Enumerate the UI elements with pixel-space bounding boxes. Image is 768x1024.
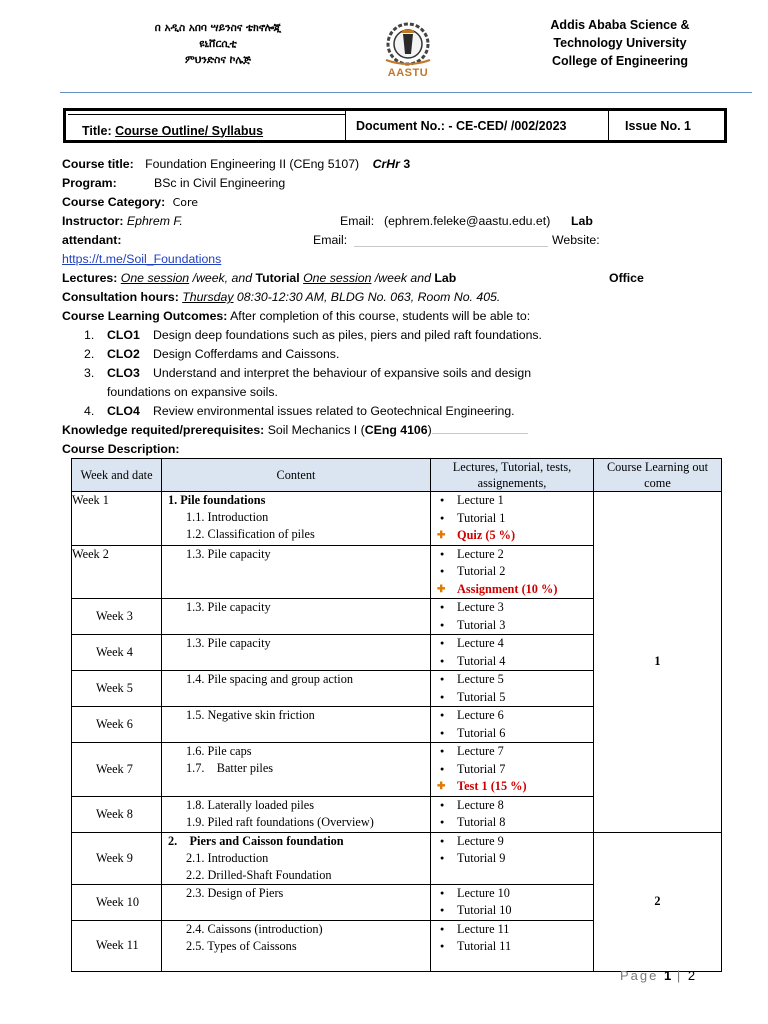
table-row	[72, 492, 722, 546]
category-label: Course Category:	[62, 195, 166, 209]
activities-cell	[431, 884, 594, 920]
week-cell: Week 6	[72, 707, 162, 743]
website-label: Website:	[552, 233, 600, 247]
title-cell	[66, 111, 346, 140]
clo-text-continued: foundations on expansive soils.	[107, 385, 278, 399]
content-cell	[162, 545, 431, 599]
issue-number: Issue No. 1	[625, 118, 691, 133]
week-cell: Week 5	[72, 671, 162, 707]
content-cell	[162, 920, 431, 971]
program-value: BSc in Civil Engineering	[154, 176, 286, 190]
document-title-box	[63, 108, 727, 143]
consultation-row	[62, 288, 742, 307]
week-cell: Week 1	[72, 492, 162, 546]
logo-text: AASTU	[387, 67, 429, 79]
assessment-item: ✚ Assignment (10 %)	[437, 581, 593, 599]
content-line: 1.5. Negative skin friction	[186, 708, 315, 722]
attendant-row	[62, 231, 742, 250]
activities-cell	[431, 635, 594, 671]
course-info	[62, 155, 742, 459]
activities-cell	[431, 832, 594, 884]
description-label: Course Description:	[62, 442, 180, 456]
clo-item	[62, 402, 742, 421]
english-line-2: Technology University	[553, 36, 687, 50]
english-line-1: Addis Ababa Science &	[550, 18, 690, 32]
instructor-label: Instructor:	[62, 214, 124, 228]
clo-text: Review environmental issues related to Geotechnical Engineering.	[153, 404, 515, 418]
clo-num: 4.	[84, 404, 95, 418]
content-cell	[162, 796, 431, 832]
content-cell	[162, 743, 431, 797]
crhr-label: CrHr	[372, 157, 400, 171]
week-cell: Week 3	[72, 599, 162, 635]
activity-item: ● Tutorial 10	[437, 902, 593, 920]
content-line: 1.3. Pile capacity	[186, 546, 271, 561]
page-label: Page	[620, 968, 659, 983]
instructor-value: Ephrem F.	[126, 214, 183, 228]
activity-item: ● Lecture 5	[437, 671, 593, 689]
course-title-label: Course title:	[62, 157, 134, 171]
week-cell: Week 11	[72, 920, 162, 971]
activity-item: ● Lecture 3	[437, 599, 593, 617]
content-line: 1.8. Laterally loaded piles	[186, 797, 315, 812]
activities-cell	[431, 796, 594, 832]
content-line: 1.4. Pile spacing and group action	[186, 672, 353, 686]
week-cell: Week 2	[72, 545, 162, 599]
activity-item: ● Tutorial 4	[437, 653, 593, 671]
clo-item-continued	[62, 383, 742, 402]
activity-item: ● Tutorial 1	[437, 510, 593, 528]
tutorial-per: /week and	[374, 271, 431, 285]
activity-item: ● Lecture 9	[437, 833, 593, 851]
description-row	[62, 440, 742, 459]
prereq-value: Soil Mechanics I (	[267, 423, 365, 437]
activity-item: ● Lecture 6	[437, 707, 593, 725]
title-label: Title:	[82, 123, 112, 138]
activities-cell	[431, 492, 594, 546]
content-line: 2.3. Design of Piers	[186, 885, 284, 900]
category-value: Core	[172, 196, 199, 209]
content-line: 1.3. Pile capacity	[186, 600, 271, 614]
clo-code: CLO4	[107, 404, 140, 418]
lectures-per: /week, and	[192, 271, 253, 285]
course-schedule-table	[71, 458, 722, 972]
clo-item	[62, 345, 742, 364]
header-divider	[60, 92, 752, 93]
header-activities: Lectures, Tutorial, tests, assignements,	[431, 459, 594, 492]
header-content: Content	[162, 459, 431, 492]
activity-item: ● Tutorial 5	[437, 689, 593, 707]
lab-label: Lab	[571, 214, 593, 228]
content-line: 1.6. Pile caps	[186, 744, 252, 758]
email2-label: Email:	[313, 233, 348, 247]
content-cell	[162, 635, 431, 671]
program-label: Program:	[62, 176, 117, 190]
content-line: 1. Pile foundations	[168, 493, 266, 507]
content-cell	[162, 832, 431, 884]
amharic-line-2: ዩኒቨርሲቲ	[199, 38, 237, 50]
content-cell	[162, 671, 431, 707]
amharic-header	[128, 20, 308, 68]
page-total: 2	[687, 968, 696, 983]
table-header-row	[72, 459, 722, 492]
content-cell	[162, 884, 431, 920]
assessment-item: ✚ Quiz (5 %)	[437, 527, 593, 545]
email2-blank[interactable]	[354, 231, 548, 247]
instructor-row	[62, 212, 742, 231]
content-cell	[162, 599, 431, 635]
clo-label: Course Learning Outcomes:	[62, 309, 228, 323]
header-week: Week and date	[72, 459, 162, 492]
activities-cell	[431, 671, 594, 707]
page-current: 1	[664, 968, 672, 983]
clo-intro-row	[62, 307, 742, 326]
activity-item: ● Lecture 2	[437, 546, 593, 564]
clo-code: CLO2	[107, 347, 140, 361]
amharic-line-1: በ አዲስ አበባ ሣይንስና ቴክኖሎጂ	[154, 22, 282, 34]
week-cell: Week 7	[72, 743, 162, 797]
prereq-code: CEng 4106	[364, 423, 428, 437]
content-cell	[162, 492, 431, 546]
clo-text: Understand and interpret the behaviour of expansive soils and design	[153, 366, 532, 380]
content-cell	[162, 707, 431, 743]
page-separator: |	[676, 968, 683, 983]
prereq-close: )	[427, 423, 432, 437]
activity-item: ● Tutorial 11	[437, 938, 593, 956]
tutorial-value: One session	[303, 271, 372, 285]
week-cell: Week 8	[72, 796, 162, 832]
header-clo: Course Learning out come	[594, 459, 722, 492]
activities-cell	[431, 545, 594, 599]
activities-cell	[431, 920, 594, 971]
prereq-blank	[432, 423, 528, 434]
tutorial-label: Tutorial	[255, 271, 300, 285]
assessment-item: ✚ Test 1 (15 %)	[437, 778, 593, 796]
course-title-value: Foundation Engineering II (CEng 5107)	[145, 157, 360, 171]
activity-item: ● Lecture 8	[437, 797, 593, 815]
clo-code: CLO1	[107, 328, 140, 342]
clo-num: 2.	[84, 347, 95, 361]
activities-cell	[431, 599, 594, 635]
activities-cell	[431, 707, 594, 743]
content-line: 2.5. Types of Caissons	[186, 938, 297, 953]
table-row	[72, 832, 722, 884]
english-header	[530, 16, 710, 70]
activity-item: ● Tutorial 2	[437, 563, 593, 581]
attendant-label: attendant:	[62, 233, 122, 247]
program-row	[62, 174, 742, 193]
week-cell: Week 10	[72, 884, 162, 920]
activity-item: ● Lecture 11	[437, 921, 593, 939]
lectures-label: Lectures:	[62, 271, 118, 285]
activity-item: ● Tutorial 8	[437, 814, 593, 832]
activity-item: ● Lecture 10	[437, 885, 593, 903]
office-label: Office	[609, 271, 644, 285]
crhr-value: 3	[403, 157, 411, 171]
email-label: Email:	[340, 214, 375, 228]
consultation-time: 08:30-12:30 AM, BLDG No. 063, Room No. 405.	[236, 290, 501, 304]
lectures-value: One session	[120, 271, 190, 285]
course-title-row	[62, 155, 742, 174]
activity-item: ● Lecture 4	[437, 635, 593, 653]
clo-item	[62, 326, 742, 345]
week-cell: Week 4	[72, 635, 162, 671]
week-cell: Week 9	[72, 832, 162, 884]
activity-item: ● Lecture 1	[437, 492, 593, 510]
activity-item: ● Tutorial 9	[437, 850, 593, 868]
content-line: 2.2. Drilled-Shaft Foundation	[186, 867, 332, 882]
activities-cell	[431, 743, 594, 797]
lab2-label: Lab	[434, 271, 457, 285]
content-line: 1.9. Piled raft foundations (Overview)	[186, 814, 374, 829]
consultation-day: Thursday	[182, 290, 234, 304]
document-number: Document No.: - CE-CED/ /002/2023	[346, 111, 609, 140]
consultation-label: Consultation hours:	[62, 290, 179, 304]
content-line: 1.7. Batter piles	[186, 761, 274, 775]
clo-intro: After completion of this course, students will be able to:	[230, 309, 531, 323]
english-line-3: College of Engineering	[551, 54, 689, 68]
content-line: 1.1. Introduction	[186, 510, 269, 524]
content-line: 2. Piers and Caisson foundation	[168, 833, 344, 848]
lectures-row	[62, 269, 742, 288]
activity-item: ● Tutorial 6	[437, 725, 593, 743]
clo-num: 3.	[84, 366, 95, 380]
amharic-line-3: ምህንድስና ኮሌጅ	[184, 54, 252, 66]
activity-item: ● Tutorial 7	[437, 761, 593, 779]
content-line: 1.2. Classification of piles	[186, 527, 315, 541]
prereq-label: Knowledge requited/prerequisites:	[62, 423, 265, 437]
title-value: Course Outline/ Syllabus	[115, 123, 264, 138]
clo-group-cell: 1	[594, 492, 722, 833]
clo-text: Design Cofferdams and Caissons.	[153, 347, 340, 361]
website-link[interactable]: https://t.me/Soil_Foundations	[62, 252, 222, 266]
content-line: 1.3. Pile capacity	[186, 636, 271, 650]
content-line: 2.4. Caissons (introduction)	[186, 921, 323, 936]
prereq-row	[62, 421, 742, 440]
activity-item: ● Tutorial 3	[437, 617, 593, 635]
page-footer	[620, 968, 695, 983]
clo-num: 1.	[84, 328, 95, 342]
clo-text: Design deep foundations such as piles, piers and piled raft foundations.	[153, 328, 542, 342]
activity-item: ● Lecture 7	[437, 743, 593, 761]
clo-code: CLO3	[107, 366, 140, 380]
clo-item	[62, 364, 742, 383]
email-value[interactable]: (ephrem.feleke@aastu.edu.et)	[384, 214, 551, 228]
clo-group-cell: 2	[594, 832, 722, 971]
website-row	[62, 250, 742, 269]
content-line: 2.1. Introduction	[186, 850, 269, 865]
category-row	[62, 193, 742, 212]
